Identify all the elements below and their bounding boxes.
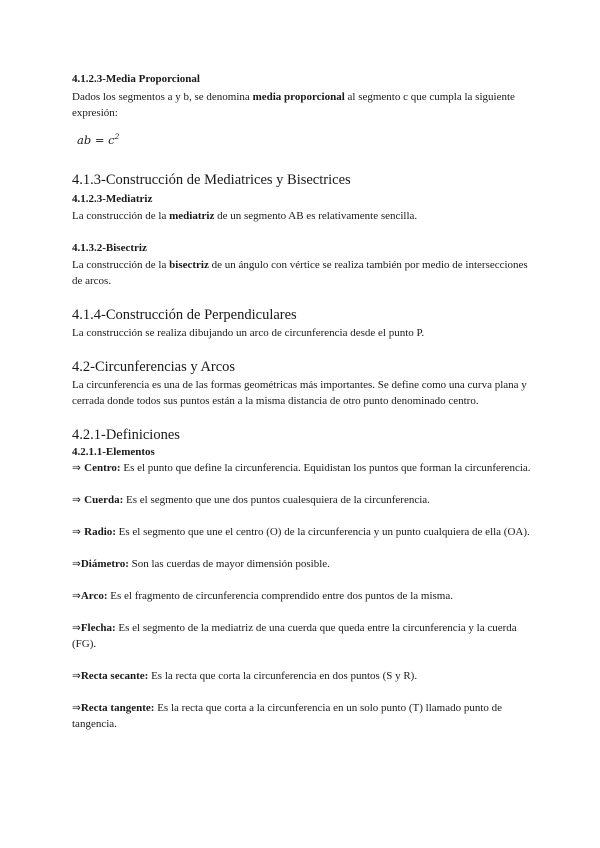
heading-mediatriz: 4.1.2.3-Mediatriz (72, 193, 153, 205)
formula-expression: ab = c (77, 133, 115, 147)
text: al segmento c que cumpla la siguiente expresión: (72, 91, 515, 119)
heading-definiciones: 4.2.1-Definiciones (72, 427, 180, 443)
list-item-recta-secante (72, 668, 532, 684)
paragraph-perpendiculares: La construcción se realiza dibujando un arco de circunferencia desde el punto P. (72, 327, 425, 339)
paragraph-media-proporcional (72, 89, 532, 121)
paragraph-circunferencia: La circunferencia es una de las formas geométricas más importantes. Se define como una curva plana y cerrada donde todos sus puntos están a la misma distancia de otro punto denominado centro. (72, 379, 527, 407)
term-media-proporcional: media proporcional (252, 91, 345, 103)
term: Diámetro: (80, 558, 129, 570)
text: Dados los segmentos a y b, se denomina (72, 91, 253, 103)
definition: Es el segmento que une dos puntos cualesquiera de la circunferencia. (123, 494, 430, 506)
formula-exponent: 2 (114, 132, 120, 141)
heading-circunferencias-arcos: 4.2-Circunferencias y Arcos (72, 359, 236, 375)
definition: Es el fragmento de circunferencia comprendido entre dos puntos de la misma. (107, 590, 453, 602)
definition: Es el punto que define la circunferencia. Equidistan los puntos que forman la circunferencia. (120, 462, 531, 474)
heading-perpendiculares: 4.1.4-Construcción de Perpendiculares (72, 307, 297, 323)
text: de un ángulo con vértice se realiza también por medio de intersecciones de arcos. (72, 259, 528, 287)
arrow-icon: ⇒ (72, 494, 85, 506)
list-item-diametro (72, 556, 532, 572)
paragraph-bisectriz (72, 257, 532, 289)
definition: Es el segmento que une el centro (O) de la circunferencia y un punto cualquiera de ella (OA). (115, 526, 530, 538)
list-item-flecha (72, 620, 532, 652)
list-item-cuerda (72, 492, 532, 508)
term-mediatriz: mediatriz (169, 210, 215, 222)
list-item-arco (72, 588, 532, 604)
definition: Son las cuerdas de mayor dimensión posible. (128, 558, 330, 570)
list-item-centro (72, 460, 532, 476)
text: La construcción de la (72, 210, 170, 222)
term: Radio: (84, 526, 116, 538)
text: de un segmento AB es relativamente sencilla. (214, 210, 418, 222)
list-item-radio (72, 524, 532, 540)
term: Arco: (80, 590, 108, 602)
definition: Es la recta que corta a la circunferencia en un solo punto (T) llamado punto de tangencia. (72, 702, 503, 730)
term: Recta tangente: (80, 702, 155, 714)
definition: Es la recta que corta la circunferencia en dos puntos (S y R). (148, 670, 418, 682)
arrow-icon: ⇒ (72, 462, 85, 474)
formula (77, 129, 532, 148)
term: Cuerda: (84, 494, 124, 506)
paragraph-mediatriz (72, 208, 532, 224)
arrow-icon: ⇒ (72, 526, 85, 538)
heading-elementos: 4.2.1.1-Elementos (72, 446, 155, 458)
arrow-icon: ⇒ (72, 622, 81, 634)
heading-media-proporcional: 4.1.2.3-Media Proporcional (72, 73, 200, 85)
term: Centro: (84, 462, 121, 474)
list-item-recta-tangente (72, 700, 532, 732)
arrow-icon: ⇒ (72, 590, 81, 602)
heading-bisectriz: 4.1.3.2-Bisectriz (72, 242, 147, 254)
arrow-icon: ⇒ (72, 702, 81, 714)
arrow-icon: ⇒ (72, 558, 81, 570)
text: La construcción de la (72, 259, 170, 271)
term: Recta secante: (80, 670, 149, 682)
heading-mediatrices-bisectrices: 4.1.3-Construcción de Mediatrices y Bisectrices (72, 172, 351, 188)
arrow-icon: ⇒ (72, 670, 81, 682)
definition: Es el segmento de la mediatriz de una cuerda que queda entre la circunferencia y la cuerda (FG). (72, 622, 517, 650)
term: Flecha: (80, 622, 116, 634)
term-bisectriz: bisectriz (169, 259, 209, 271)
